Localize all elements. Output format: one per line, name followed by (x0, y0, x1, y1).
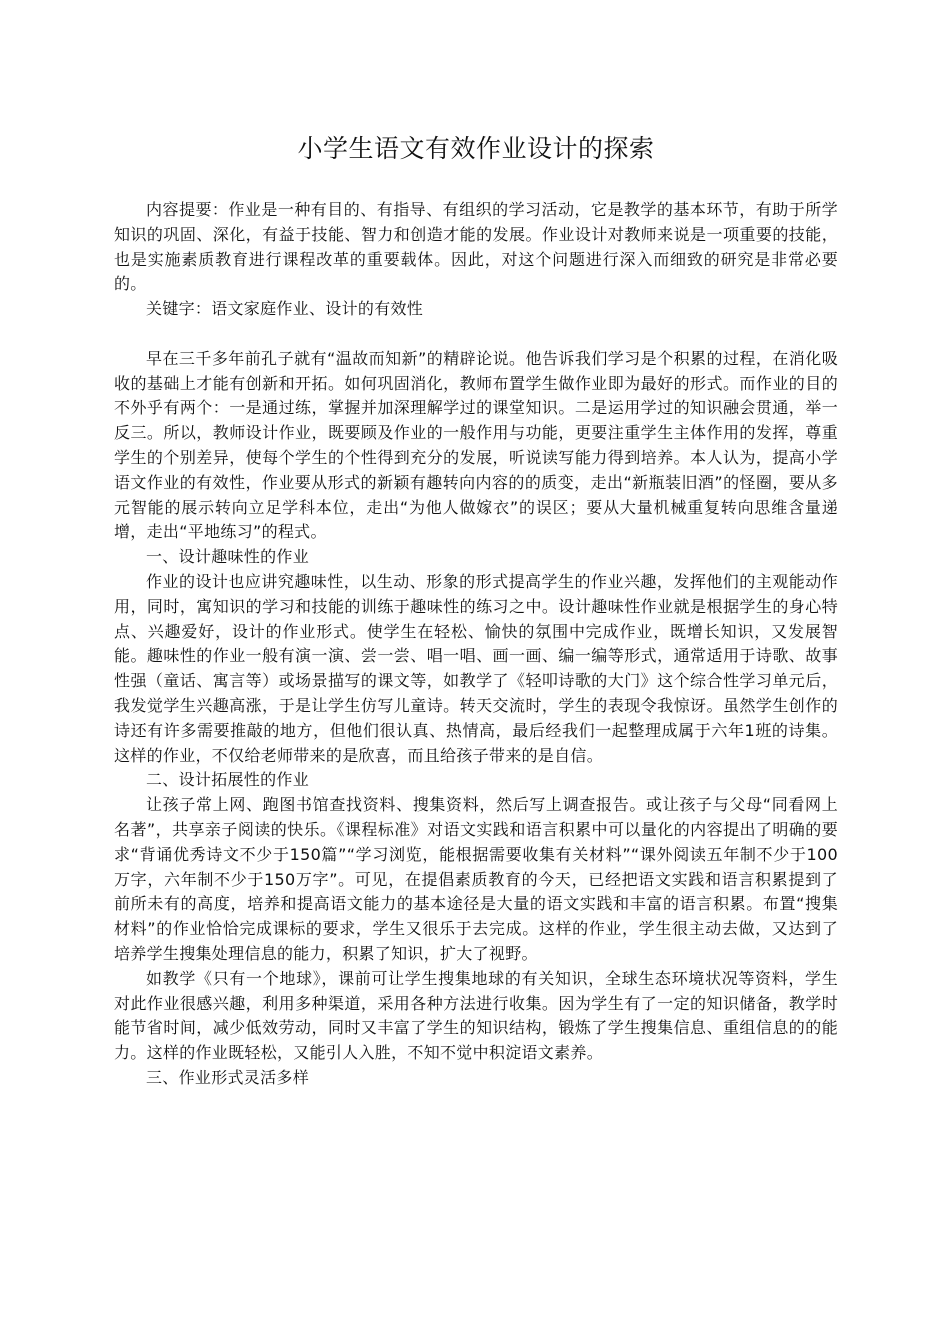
section-1-heading: 一、设计趣味性的作业 (146, 547, 310, 567)
intro-paragraph: 早在三千多年前孔子就有“温故而知新”的精辟论说。他告诉我们学习是个积累的过程，在消化吸收的基础上才能有创新和开拓。如何巩固消化，教师布置学生做作业即为最好的形式。而作业的目的不外乎有两个：一是通过练，掌握并加深理解学过的课堂知识。二是运用学过的知识融会贯通，举一反三。所以，教师设计作业，既要顾及作业的一般作用与功能，更要注重学生主体作用的发挥，尊重学生的个别差异，使每个学生的个性得到充分的发展，听说读写能力得到培养。本人认为，提高小学语文作业的有效性，作业要从形式的新颖有趣转向内容的的质变，走出“新瓶装旧酒”的怪圈，要从多元智能的展示转向立足学科本位，走出“为他人做嫁衣”的误区；要从大量机械重复转向思维含量递增，走出“平地练习”的程式。 (114, 348, 838, 542)
document-body (114, 198, 838, 1091)
section-2-paragraph: 让孩子常上网、跑图书馆查找资料、搜集资料，然后写上调查报告。或让孩子与父母“同看网上名著”，共享亲子阅读的快乐。《课程标准》对语文实践和语言积累中可以量化的内容提出了明确的要求“背诵优秀诗文不少于150篇”“学习浏览，能根据需要收集有关材料”“课外阅读五年制不少于100万字，六年制不少于150万字”。可见，在提倡素质教育的今天，已经把语文实践和语言积累提到了前所未有的高度，培养和提高语文能力的基本途径是大量的语文实践和丰富的语言积累。布置“搜集材料”的作业恰恰完成课标的要求，学生又很乐于去完成。这样的作业，学生很主动去做，又达到了培养学生搜集处理信息的能力，积累了知识，扩大了视野。 (114, 795, 838, 963)
abstract-paragraph: 内容提要：作业是一种有目的、有指导、有组织的学习活动，它是教学的基本环节，有助于所学知识的巩固、深化，有益于技能、智力和创造才能的发展。作业设计对教师来说是一项重要的技能，也是实施素质教育进行课程改革的重要载体。因此，对这个问题进行深入而细致的研究是非常必要的。 (114, 200, 838, 294)
keywords-line: 关键字：语文家庭作业、设计的有效性 (146, 299, 424, 319)
section-2-paragraph: 如教学《只有一个地球》，课前可让学生搜集地球的有关知识，全球生态环境状况等资料，学生对此作业很感兴趣，利用多种渠道，采用各种方法进行收集。因为学生有了一定的知识储备，教学时能节省时间，减少低效劳动，同时又丰富了学生的知识结构，锻炼了学生搜集信息、重组信息的的能力。这样的作业既轻松，又能引人入胜，不知不觉中积淀语文素养。 (114, 968, 838, 1063)
document-title: 小学生语文有效作业设计的探索 (297, 134, 655, 163)
section-1-paragraph: 作业的设计也应讲究趣味性，以生动、形象的形式提高学生的作业兴趣，发挥他们的主观能动作用，同时，寓知识的学习和技能的训练于趣味性的练习之中。设计趣味性作业就是根据学生的身心特点、兴趣爱好，设计的作业形式。使学生在轻松、愉快的氛围中完成作业，既增长知识，又发展智能。趣味性的作业一般有演一演、尝一尝、唱一唱、画一画、编一编等形式，通常适用于诗歌、故事性强（童话、寓言等）或场景描写的课文等，如教学了《轻叩诗歌的大门》这个综合性学习单元后，我发觉学生兴趣高涨，于是让学生仿写儿童诗。转天交流时，学生的表现令我惊讶。虽然学生创作的诗还有许多需要推敲的地方，但他们很认真、热情高，最后经我们一起整理成属于六年1班的诗集。这样的作业，不仅给老师带来的是欣喜，而且给孩子带来的是自信。 (114, 571, 838, 765)
section-3-heading: 三、作业形式灵活多样 (146, 1067, 310, 1087)
blank-line (114, 322, 838, 347)
section-2-heading: 二、设计拓展性的作业 (146, 770, 310, 790)
